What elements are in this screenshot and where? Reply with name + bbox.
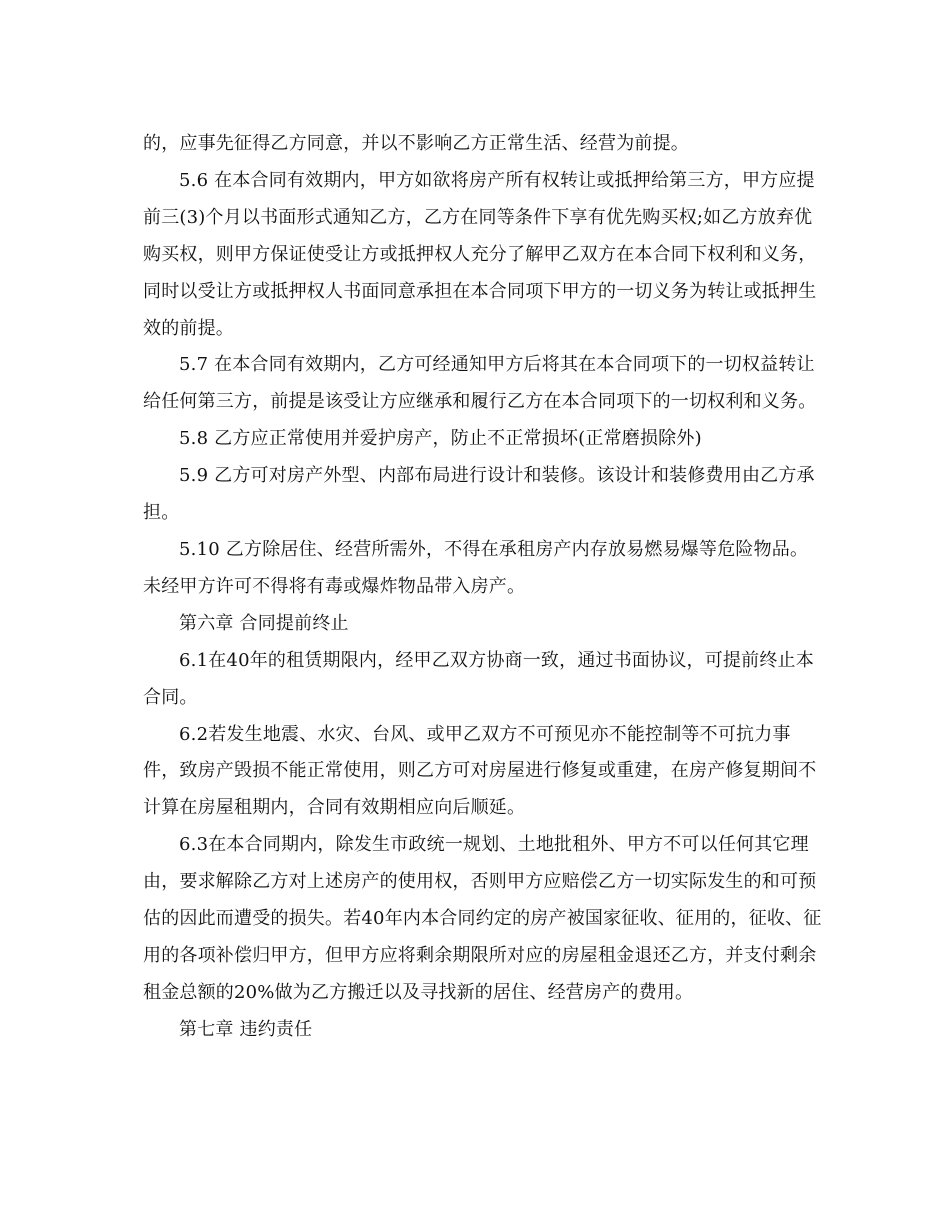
clause-5-10: 5.10 乙方除居住、经营所需外，不得在承租房产内存放易燃易爆等危险物品。未经甲方许可不得将有毒或爆炸物品带入房产。: [143, 538, 809, 597]
clause-6-3: 6.3在本合同期内，除发生市政统一规划、土地批租外、甲方不可以任何其它理由，要求解除乙方对上述房产的使用权，否则甲方应赔偿乙方一切实际发生的和可预估的因此而遭受的损失。若40年内本合同约定的房产被国家征收、征用的，征收、征用的各项补偿归甲方，但甲方应将剩余期限所对应的房屋租金退还乙方，并支付剩余租金总额的20%做为乙方搬迁以及寻找新的居住、经营房产的费用。: [143, 834, 822, 1003]
chapter-7-heading: 第七章 违约责任: [179, 1018, 313, 1040]
clause-6-1: 6.1在40年的租赁期限内，经甲乙双方协商一致，通过书面协议，可提前终止本合同。: [143, 649, 814, 708]
paragraph-continuation: 的，应事先征得乙方同意，并以不影响乙方正常生活、经营为前提。: [143, 133, 689, 154]
clause-5-9: 5.9 乙方可对房产外型、内部布局进行设计和装修。该设计和装修费用由乙方承担。: [143, 465, 815, 524]
clause-5-7: 5.7 在本合同有效期内，乙方可经通知甲方后将其在本合同项下的一切权益转让给任何第三方，前提是该受让方应继承和履行乙方在本合同项下的一切权利和义务。: [143, 354, 817, 413]
clause-6-2: 6.2若发生地震、水灾、台风、或甲乙双方不可预见亦不能控制等不可抗力事件，致房产毁损不能正常使用，则乙方可对房屋进行修复或重建，在房产修复期间不计算在房屋租期内，合同有效期相应向后顺延。: [143, 723, 817, 819]
clause-5-6: 5.6 在本合同有效期内，甲方如欲将房产所有权转让或抵押给第三方，甲方应提前三(3)个月以书面形式通知乙方，乙方在同等条件下享有优先购买权;如乙方放弃优购买权，则甲方保证使受让方或抵押权人充分了解甲乙双方在本合同下权利和义务，同时以受让方或抵押权人书面同意承担在本合同项下甲方的一切义务为转让或抵押生效的前提。: [143, 169, 817, 339]
clause-5-8: 5.8 乙方应正常使用并爱护房产，防止不正常损坏(正常磨损除外): [179, 428, 702, 450]
document-body: [143, 126, 823, 1049]
chapter-6-heading: 第六章 合同提前终止: [179, 612, 349, 634]
